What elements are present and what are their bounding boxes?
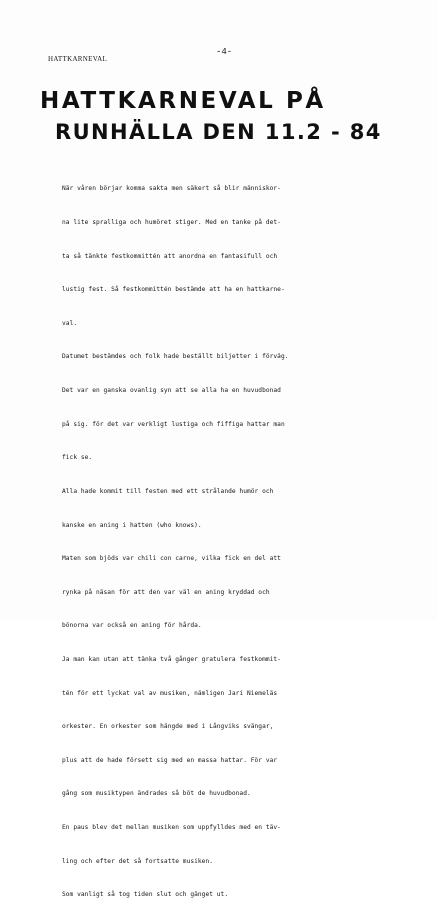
body-line: rynka på näsan för att den var väl en aning kryddad och [62, 588, 270, 596]
body-line: orkester. En orkester som hängde med i Långviks svängar, [62, 723, 274, 731]
body-line: Det var en ganska ovanlig syn att se alla ha en huvudbonad [62, 387, 281, 395]
body-line: gång som musiktypen ändrades så böt de huvudbonad. [62, 790, 251, 798]
body-line: Maten som bjöds var chili con carne, vilka fick en del att [62, 555, 281, 563]
body-line: Som vanligt så tog tiden slut och gänget ut. [62, 891, 229, 899]
article-title-line-2: RUNHÄLLA DEN 11.2 - 84 [55, 120, 382, 144]
body-line: När våren börjar komma sakta men säkert så blir människor- [62, 185, 281, 193]
body-line: lustig fest. Så festkommittén bestämde att ha en hattkarne- [62, 286, 285, 294]
body-line: tén för ett lyckat val av musiken, nämligen Jari Niemeläs [62, 689, 278, 697]
body-line: ling och efter det så fortsatte musiken. [62, 857, 214, 865]
body-line: val. [62, 319, 78, 327]
body-lines [62, 161, 402, 923]
running-header: HATTKARNEVAL [48, 55, 108, 63]
body-line: na lite spralliga och humöret stiger. Med en tanke på det- [62, 219, 281, 227]
body-line: bönorna var också en aning för hårda. [62, 622, 202, 630]
body-line: En paus blev det mellan musiken som uppfylldes med en täv- [62, 823, 281, 831]
body-line: kanske en aning i hatten (who knows). [62, 521, 202, 529]
body-line: fick se. [62, 454, 93, 462]
body-line: plus att de hade försett sig med en massa hattar. För var [62, 756, 278, 764]
article-title-line-1: HATTKARNEVAL PÅ [40, 88, 326, 114]
body-line: på sig. för det var verkligt lustiga och fiffiga hattar man [62, 420, 285, 428]
article-body [62, 161, 402, 923]
body-line: ta så tänkte festkommittén att anordna en fantasifull och [62, 252, 278, 260]
body-line: Datumet bestämdes och folk hade beställt biljetter i förväg. [62, 353, 289, 361]
body-line: Ja man kan utan att tänka två gånger gratulera festkommit- [62, 655, 281, 663]
body-line: Alla hade kommit till festen med ett strålande humör och [62, 487, 274, 495]
page-number: -4- [216, 47, 233, 57]
